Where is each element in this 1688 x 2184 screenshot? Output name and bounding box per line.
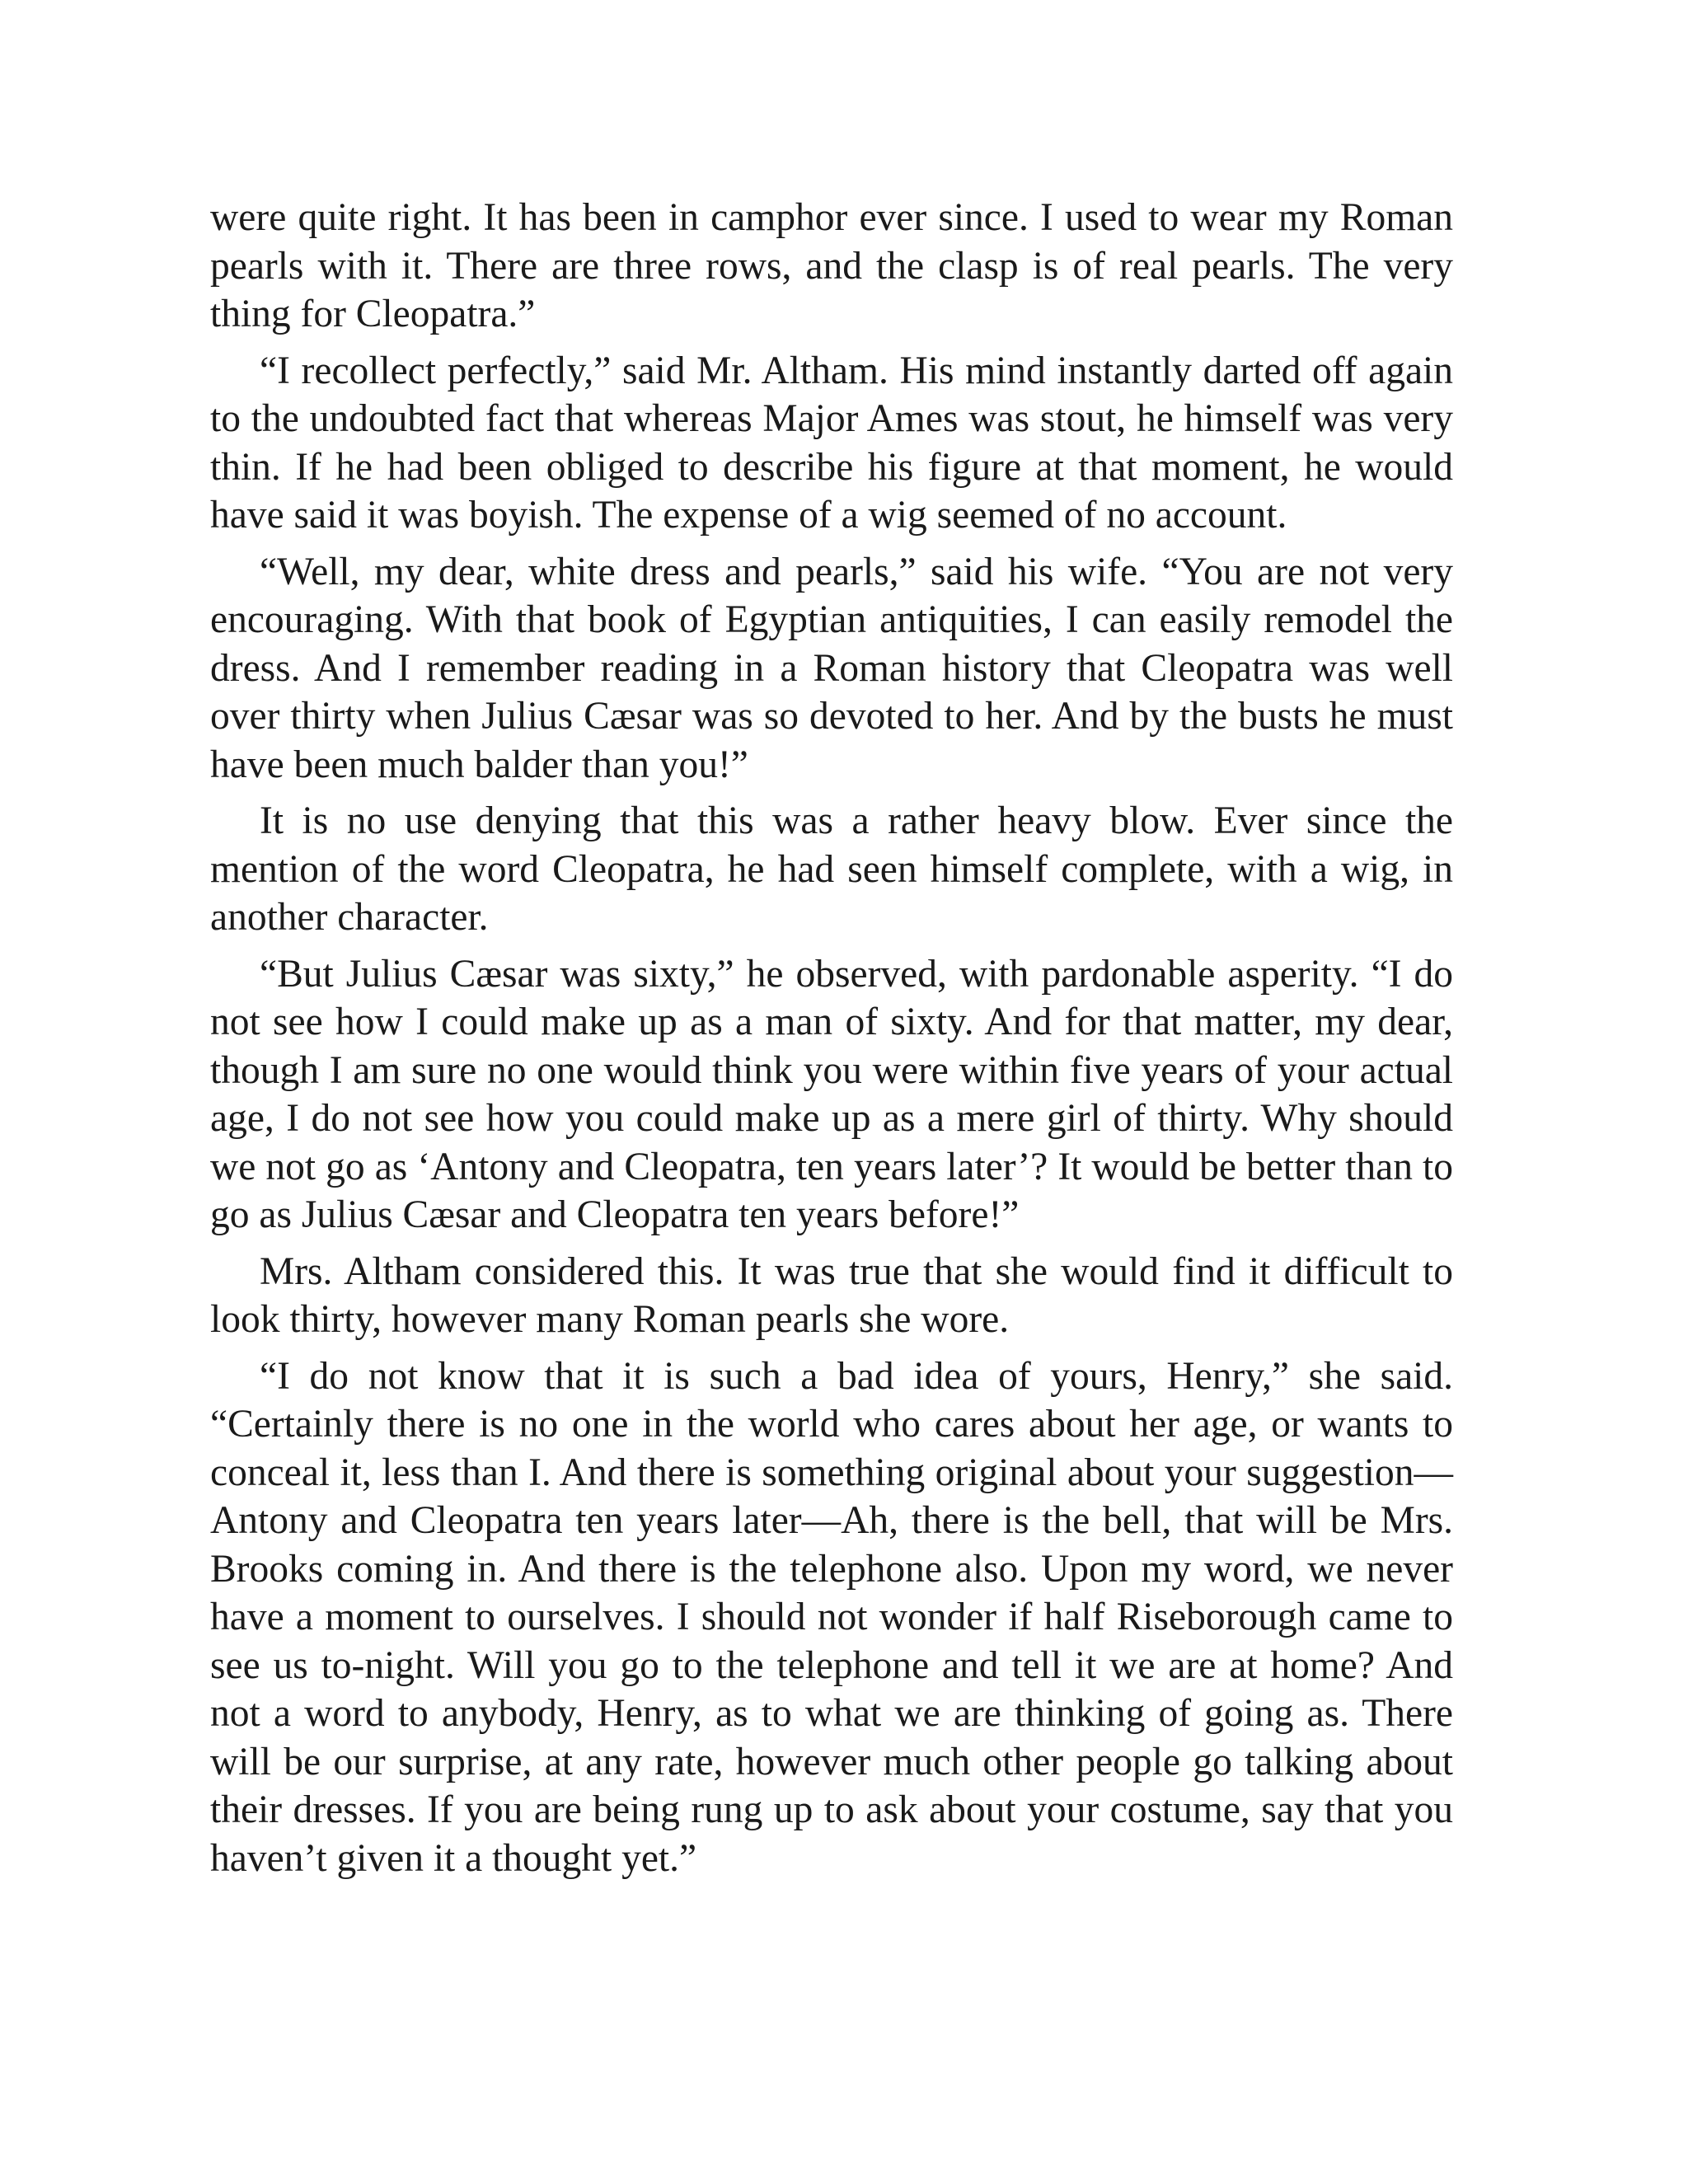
paragraph-white-dress-pearls: “Well, my dear, white dress and pearls,” said his wife. “You are not very encouraging. With that book of Egyptian antiquities, I can easily remodel the dress. And I remember reading in a Roman history that Cleopatra was well over thirty when Julius Cæsar was so devoted to her. And by the busts he must have been much balder than you!” bbox=[210, 550, 1453, 786]
paragraph-mrs-altham-considered: Mrs. Altham considered this. It was true that she would find it difficult to look thirty, however many Roman pearls she wore. bbox=[210, 1249, 1453, 1341]
book-page-text bbox=[210, 194, 1453, 1891]
paragraph-caesar-sixty: “But Julius Cæsar was sixty,” he observed, with pardonable asperity. “I do not see how I could make up as a man of sixty. And for that matter, my dear, though I am sure no one would think you were within five years of your actual age, I do not see how you could make up as a mere girl of thirty. Why should we not go as ‘Antony and Cleopatra, ten years later’? It would be better than to go as Julius Cæsar and Cleopatra ten years before!” bbox=[210, 952, 1453, 1236]
paragraph-heavy-blow: It is no use denying that this was a rather heavy blow. Ever since the mention of the word Cleopatra, he had seen himself complete, with a wig, in another character. bbox=[210, 799, 1453, 939]
paragraph-bad-idea: “I do not know that it is such a bad idea of yours, Henry,” she said. “Certainly there is no one in the world who cares about her age, or wants to conceal it, less than I. And there is something original about your suggestion—Antony and Cleopatra ten years later—Ah, there is the bell, that will be Mrs. Brooks coming in. And there is the telephone also. Upon my word, we never have a moment to ourselves. I should not wonder if half Riseborough came to see us to-night. Will you go to the telephone and tell it we are at home? And not a word to anybody, Henry, as to what we are thinking of going as. There will be our surprise, at any rate, however much other people go talking about their dresses. If you are being rung up to ask about your costume, say that you haven’t given it a thought yet.” bbox=[210, 1354, 1453, 1880]
paragraph-altham-recollects: “I recollect perfectly,” said Mr. Altham. His mind instantly darted off again to the undoubted fact that whereas Major Ames was stout, he himself was very thin. If he had been obliged to describe his figure at that moment, he would have said it was boyish. The expense of a wig seemed of no account. bbox=[210, 349, 1453, 537]
paragraph-continued: were quite right. It has been in camphor ever since. I used to wear my Roman pearls with it. There are three rows, and the clasp is of real pearls. The very thing for Cleopatra.” bbox=[210, 196, 1453, 335]
